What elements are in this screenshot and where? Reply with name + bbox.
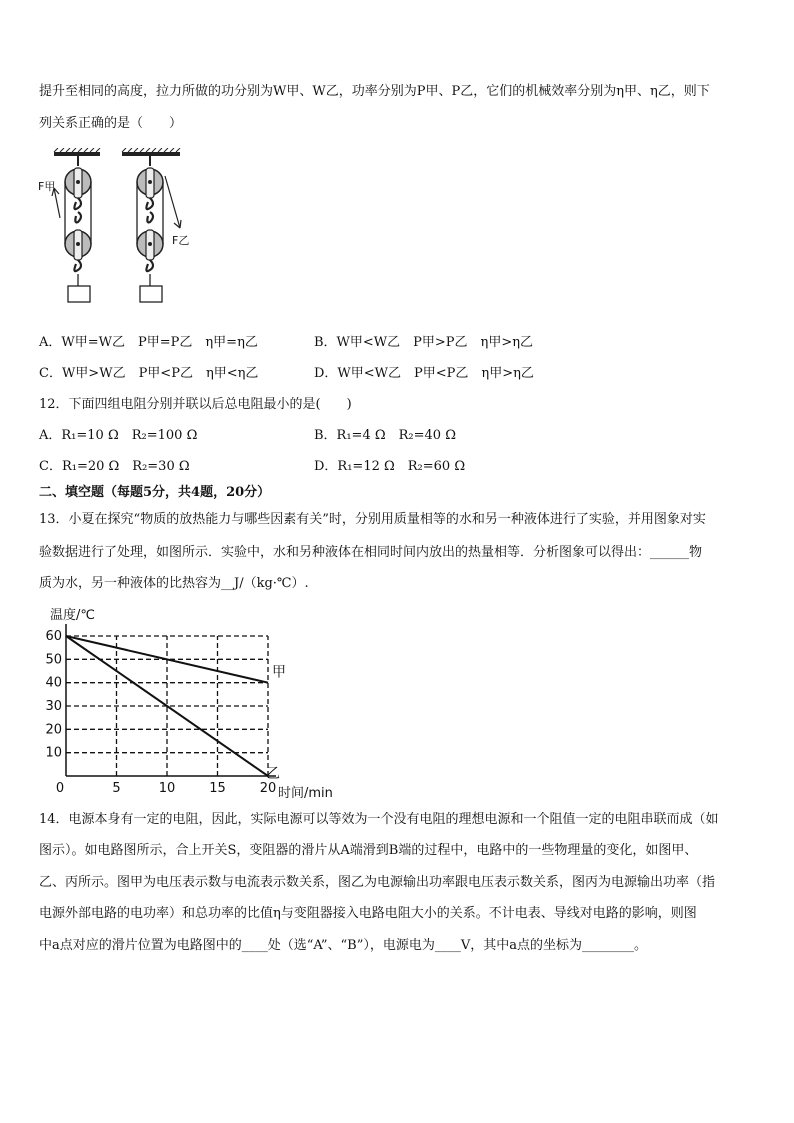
q11-stem-line1: 提升至相同的高度，拉力所做的功分别为W甲、W乙，功率分别为P甲、P乙，它们的机械效率分别为η甲、η乙，则下 xyxy=(39,84,710,99)
q12-stem: 12．下面四组电阻分别并联以后总电阻最小的是( ) xyxy=(39,397,352,412)
chart-ylabel: 温度/℃ xyxy=(50,608,95,623)
temperature-time-chart xyxy=(44,600,344,806)
x-tick-5: 5 xyxy=(112,781,121,796)
x-tick-10: 10 xyxy=(158,781,176,796)
label-f-yi: F乙 xyxy=(172,234,190,247)
q14-stem-line1: 14．电源本身有一定的电阻，因此，实际电源可以等效为一个没有电阻的理想电源和一个阻值一定的电阻串联而成（如 xyxy=(39,812,719,827)
q13-stem-line2: 验数据进行了处理，如图所示．实验中，水和另种液体在相同时间内放出的热量相等．分析图象可以得出：______物 xyxy=(39,545,703,560)
x-tick-20: 20 xyxy=(259,781,277,796)
y-tick-30: 30 xyxy=(45,699,62,714)
label-f-jia: F甲 xyxy=(38,180,56,193)
y-tick-40: 40 xyxy=(45,675,62,691)
ceiling-left xyxy=(54,148,100,156)
q14-stem-line2: 图示）。如电路图所示，合上开关S，变阻器的滑片从A端滑到B端的过程中，电路中的一些物理量的变化，如图甲、 xyxy=(39,843,698,858)
q12-option-b[interactable]: B．R₁=4 Ω R₂=40 Ω xyxy=(314,428,456,443)
pulley-figure xyxy=(36,148,196,316)
x-tick-15: 15 xyxy=(209,781,226,796)
q11-option-b[interactable]: B．W甲<W乙 P甲>P乙 η甲>η乙 xyxy=(314,335,534,350)
chart-xlabel: 时间/min xyxy=(278,786,333,801)
q11-option-a[interactable]: A．W甲=W乙 P甲=P乙 η甲=η乙 xyxy=(39,335,258,350)
q13-stem-line1: 13．小夏在探究“物质的放热能力与哪些因素有关”时，分别用质量相等的水和另一种液体进行了实验，并用图象对实 xyxy=(39,512,706,527)
q11-stem-line2: 列关系正确的是（ ） xyxy=(39,116,183,131)
section-fill-in-heading: 二、填空题（每题5分，共4题，20分） xyxy=(39,485,271,500)
series-label-yi: 乙 xyxy=(266,766,280,782)
pulley-system-jia xyxy=(52,156,91,302)
y-tick-60: 60 xyxy=(45,629,62,644)
y-tick-20: 20 xyxy=(45,722,62,738)
q13-stem-line3: 质为水，另一种液体的比热容为__J/（kg·℃）. xyxy=(39,576,309,591)
y-tick-10: 10 xyxy=(45,745,62,761)
q14-stem-line5: 中a点对应的滑片位置为电路图中的____处（选“A”、“B”），电源电为____V，其中a点的坐标为________。 xyxy=(39,938,648,953)
y-tick-50: 50 xyxy=(45,652,62,668)
q14-stem-line3: 乙、丙所示。图甲为电压表示数与电流表示数关系，图乙为电源输出功率跟电压表示数关系，图丙为电源输出功率（指 xyxy=(39,875,716,890)
series-label-jia: 甲 xyxy=(272,664,286,681)
tick-origin: 0 xyxy=(55,781,65,796)
ceiling-right xyxy=(122,148,180,156)
q11-option-d[interactable]: D．W甲<W乙 P甲<P乙 η甲>η乙 xyxy=(314,366,534,381)
pulley-system-yi xyxy=(137,156,181,302)
q12-option-c[interactable]: C．R₁=20 Ω R₂=30 Ω xyxy=(39,459,190,474)
q12-option-a[interactable]: A．R₁=10 Ω R₂=100 Ω xyxy=(39,428,198,443)
q12-option-d[interactable]: D．R₁=12 Ω R₂=60 Ω xyxy=(314,459,466,474)
q14-stem-line4: 电源外部电路的电功率）和总功率的比值η与变阻器接入电路电阻大小的关系。不计电表、导线对电路的影响，则图 xyxy=(39,906,697,921)
q11-option-c[interactable]: C．W甲>W乙 P甲<P乙 η甲<η乙 xyxy=(39,366,259,381)
